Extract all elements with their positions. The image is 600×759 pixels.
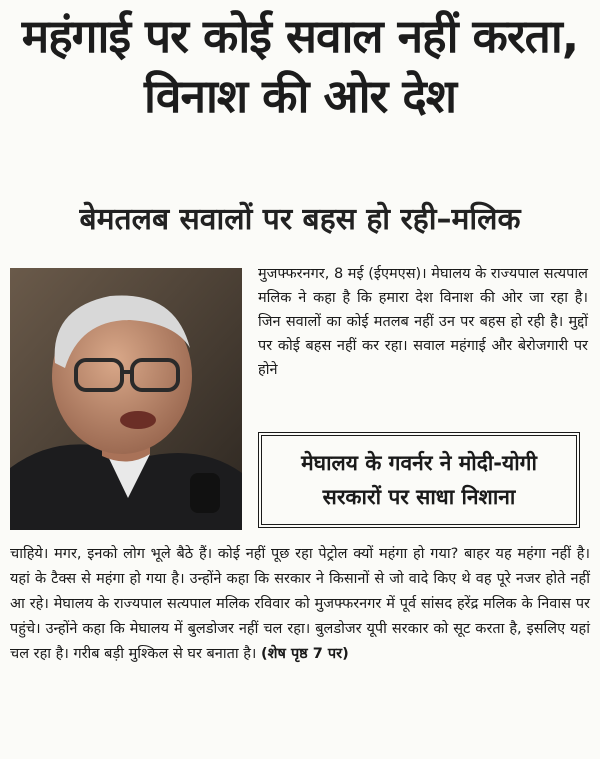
- body-text: चाहिये। मगर, इनको लोग भूले बैठे हैं। कोई नहीं पूछ रहा पेट्रोल क्यों महंगा हो गया? बाहर यह महंगा नहीं है। यहां के टैक्स से महंगा हो गया है। उन्होंने कहा कि सरकार ने किसानों से जो वादे किए थे वह पूरे नजर होते नहीं आ रहे। मेघालय के राज्यपाल सत्यपाल मलिक रविवार को मुजफ्फरनगर में पूर्व सांसद हरेंद्र मलिक के निवास पर पहुंचे। उन्होंने कहा कि मेघालय में बुलडोजर नहीं चल रहा। बुलडोजर यूपी सरकार को सूट करता है, इसलिए यहां चल रहा है। गरीब बड़ी मुश्किल से घर बनाता है।: [10, 546, 590, 662]
- portrait-illustration: [10, 268, 242, 530]
- subheadline: बेमतलब सवालों पर बहस हो रही–मलिक: [79, 202, 521, 237]
- lead-paragraph: मुजफ्फरनगर, 8 मई (ईएमएस)। मेघालय के राज्यपाल सत्यपाल मलिक ने कहा है कि हमारा देश विनाश की ओर जा रहा है। जिन सवालों का कोई मतलब नहीं उन पर बहस हो रही है। मुद्दों पर कोई बहस नहीं कर रहा। सवाल महंगाई और बेरोजगारी पर होने: [258, 266, 588, 378]
- pull-quote-box: मेघालय के गवर्नर ने मोदी-योगी सरकारों पर साधा निशाना: [258, 432, 580, 528]
- headline: महंगाई पर कोई सवाल नहीं करता, विनाश की ओर देश: [21, 9, 579, 123]
- portrait-photo: [10, 268, 242, 530]
- body-paragraph: [10, 542, 590, 667]
- continued-note: (शेष पृष्ठ 7 पर): [261, 646, 349, 662]
